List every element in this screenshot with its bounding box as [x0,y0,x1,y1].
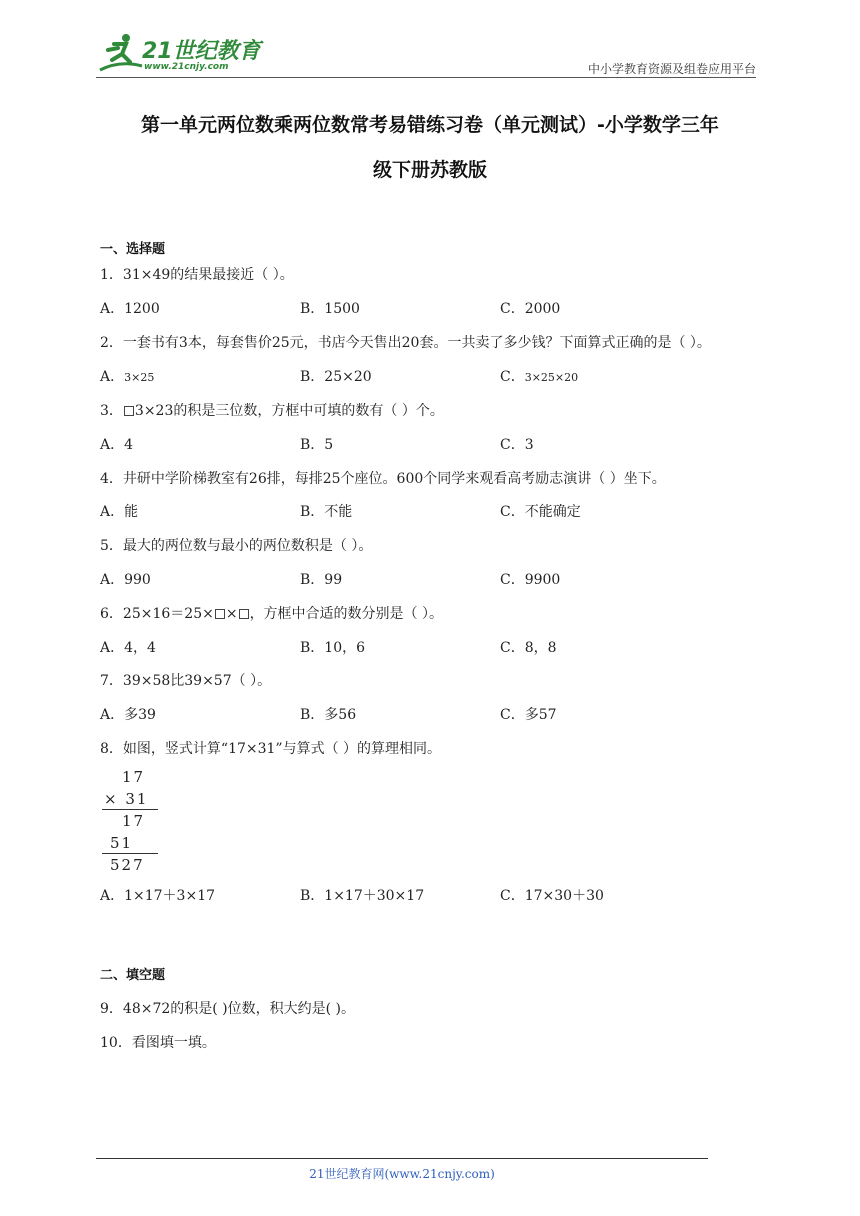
q8-option-a: A．1×17＋3×17 [100,888,216,904]
q2-option-a [100,366,154,386]
runner-logo-icon [96,30,144,74]
calc-line [102,853,158,854]
question-4: 4．井研中学阶梯教室有26排，每排25个座位。600个同学来观看高考励志演讲（ ）坐下。 [100,471,666,487]
question-5: 5．最大的两位数与最小的两位数积是（ ）。 [100,538,373,554]
q6-option-a: A．4，4 [100,640,156,656]
question-7: 7．39×58比39×57（ ）。 [100,673,272,689]
q8-option-b: B．1×17＋30×17 [300,888,425,904]
calc-result: 527 [110,856,145,874]
q5-option-c: C．9900 [500,572,561,588]
calc-partial-1: 17 [122,812,146,830]
q3-option-c: C．3 [500,437,534,453]
q2-option-c-letter: C． [500,369,525,385]
q7-option-a: A．多39 [100,707,156,723]
logo-url: www.21cnjy.com [144,62,229,72]
page-title-line2: 级下册苏教版 [372,159,487,181]
q3-option-b: B．5 [300,437,334,453]
question-8: 8．如图，竖式计算“17×31”与算式（ ）的算理相同。 [100,741,442,757]
q1-option-b: B．1500 [300,301,360,317]
q2-option-b: B．25×20 [300,369,372,385]
header-divider [96,77,756,78]
q5-option-a: A．990 [100,572,151,588]
q4-option-b: B．不能 [300,504,353,520]
q7-option-b: B．多56 [300,707,357,723]
q2-option-c-expr: 3×25×20 [524,371,579,384]
section-fill: 二、填空题 [100,968,166,983]
q1-option-c: C．2000 [500,301,561,317]
question-2: 2．一套书有3本，每套售价25元，书店今天售出20套。一共卖了多少钱？下面算式正确的是（ ）。 [100,335,711,351]
calc-line [102,809,158,810]
question-1: 1．31×49的结果最接近（ ）。 [100,267,294,283]
footer-link[interactable]: 21世纪教育网(www.21cnjy.com) [309,1167,495,1181]
q3-option-a: A．4 [100,437,134,453]
q3-number: 3． [100,403,123,419]
q1-option-a: A．1200 [100,301,160,317]
q8-option-c: C．17×30＋30 [500,888,604,904]
q2-option-c [500,366,578,386]
q6-option-c: C．8，8 [500,640,557,656]
q4-option-c: C．不能确定 [500,504,581,520]
question-6: 6．25×16＝25× × ，方框中合适的数分别是（ ）。 [100,606,444,622]
blank-box [124,406,134,416]
question-9: 9．48×72的积是( )位数，积大约是( )。 [100,1001,356,1017]
q2-option-a-expr: 3×25 [124,371,155,384]
calc-multiplicand: 17 [122,768,146,786]
q6-text-b: ，方框中合适的数分别是（ ）。 [249,606,444,622]
logo-text: 21世纪教育 [142,39,261,64]
q5-option-b: B．99 [300,572,343,588]
page-title-line1: 第一单元两位数乘两位数常考易错练习卷（单元测试）-小学数学三年 [141,114,719,136]
q2-option-a-letter: A． [100,369,125,385]
vertical-calculation [100,766,160,876]
blank-box [239,609,249,619]
blank-box [215,609,225,619]
q7-option-c: C．多57 [500,707,557,723]
question-3 [100,400,444,420]
q4-option-a: A．能 [100,504,139,520]
section-choice: 一、选择题 [100,242,166,257]
question-10: 10．看图填一填。 [100,1035,216,1051]
platform-label: 中小学教育资源及组卷应用平台 [587,62,756,76]
calc-partial-2: 51 [110,834,134,852]
footer-divider [96,1158,708,1159]
q6-number: 6． [100,606,123,622]
q3-text: 3×23的积是三位数，方框中可填的数有（ ）个。 [134,403,444,419]
q6-option-b: B．10，6 [300,640,366,656]
calc-multiplier: × 31 [104,790,149,808]
q6-text-a: 25×16＝25× [122,606,214,622]
